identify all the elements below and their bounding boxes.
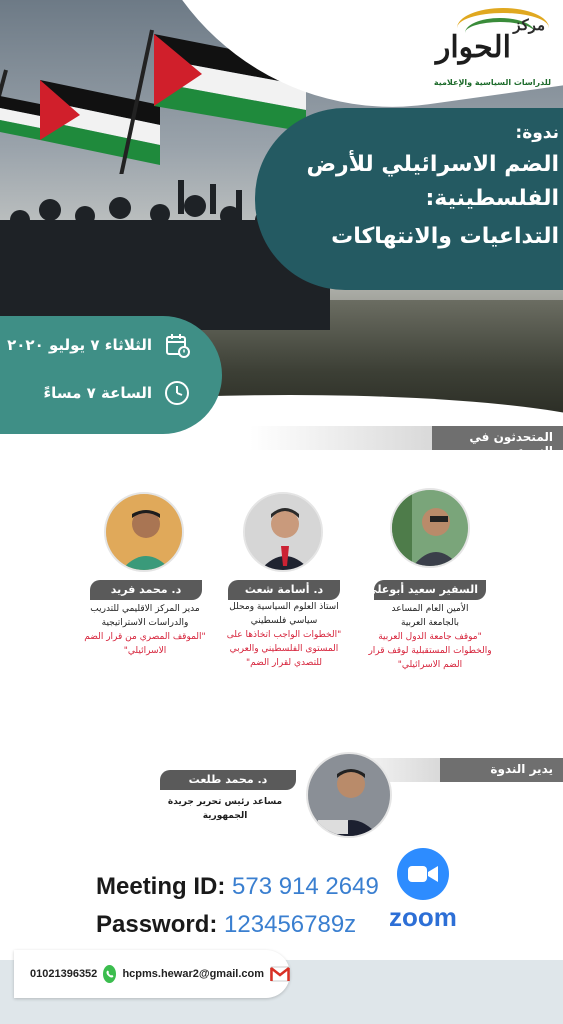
- speaker-role-3: مدير المركز الاقليمي للتدريب والدراسات الاستراتيجية: [90, 604, 200, 628]
- speaker-photo-2: [243, 492, 323, 572]
- speaker-role-1: الأمين العام المساعد بالجامعة العربية: [391, 604, 469, 628]
- meeting-id-value[interactable]: 573 914 2649: [232, 873, 379, 900]
- contact-email[interactable]: hcpms.hewar2@gmail.com: [122, 968, 264, 980]
- contact-card: [14, 950, 290, 998]
- event-date: الثلاثاء ٧ يوليو ٢٠٢٠: [7, 336, 152, 354]
- speaker-role-2: استاذ العلوم السياسية ومحلل سياسي فلسطيني: [229, 602, 339, 626]
- logo-tagline: للدراسات السياسية والإعلامية: [433, 78, 551, 87]
- meeting-info: [96, 868, 379, 944]
- speakers-bar-fade: [250, 426, 432, 450]
- meeting-id-line: [96, 868, 379, 906]
- zoom-camera-icon: [397, 848, 449, 900]
- speaker-topic-2: "الخطوات الواجب اتخاذها على المستوى الفلسطيني والعربي للتصدي لقرار الضم": [226, 630, 342, 668]
- center-logo: [395, 4, 555, 94]
- event-time: الساعة ٧ مساءً: [43, 384, 152, 402]
- moderator-role: مساعد رئيس تحرير جريدة الجمهورية: [167, 797, 283, 821]
- event-time-row: [44, 378, 192, 408]
- meeting-password-value[interactable]: 123456789z: [224, 911, 357, 938]
- title-banner: [255, 108, 563, 290]
- event-datetime-pill: [0, 316, 222, 434]
- meeting-password-label: Password:: [96, 911, 218, 938]
- contact-phone[interactable]: 01021396352: [30, 968, 98, 980]
- speaker-name-2: د. أسامة شعث: [228, 580, 340, 600]
- meeting-id-label: Meeting ID:: [96, 873, 226, 900]
- speakers-section-label: المتحدثون في الندوة: [432, 426, 563, 450]
- speaker-name-1: السفير سعيد أبوعلي: [374, 580, 486, 600]
- logo-name-small: مركز: [513, 16, 545, 34]
- title-line-2: التداعيات والانتهاكات: [331, 224, 559, 249]
- event-date-row: [7, 330, 192, 360]
- moderator-name: د. محمد طلعت: [160, 770, 296, 790]
- clock-icon: [162, 378, 192, 408]
- speaker-topic-1: "موقف جامعة الدول العربية والخطوات المستقبلية لوقف قرار الضم الاسرائيلي": [368, 632, 492, 670]
- zoom-wordmark: zoom: [389, 902, 457, 932]
- speaker-photo-3: [104, 492, 184, 572]
- moderator-photo: [306, 752, 392, 838]
- moderator-section-label: يدير الندوة: [440, 758, 563, 782]
- palestinian-flag-icon: [0, 96, 40, 156]
- meeting-password-line: [96, 906, 366, 944]
- title-kicker: ندوة:: [515, 123, 559, 143]
- logo-name-big: الحوار: [435, 30, 511, 65]
- calendar-icon: [162, 330, 192, 360]
- gmail-icon: [270, 966, 290, 982]
- zoom-logo: [378, 848, 468, 948]
- speaker-topic-3: "الموقف المصري من قرار الضم الاسرائيلي": [84, 632, 206, 656]
- whatsapp-icon: [103, 965, 116, 983]
- speaker-photo-1: [390, 488, 470, 568]
- speaker-name-3: د. محمد فريد: [90, 580, 202, 600]
- title-line-1: الضم الاسرائيلي للأرض الفلسطينية:: [306, 152, 559, 211]
